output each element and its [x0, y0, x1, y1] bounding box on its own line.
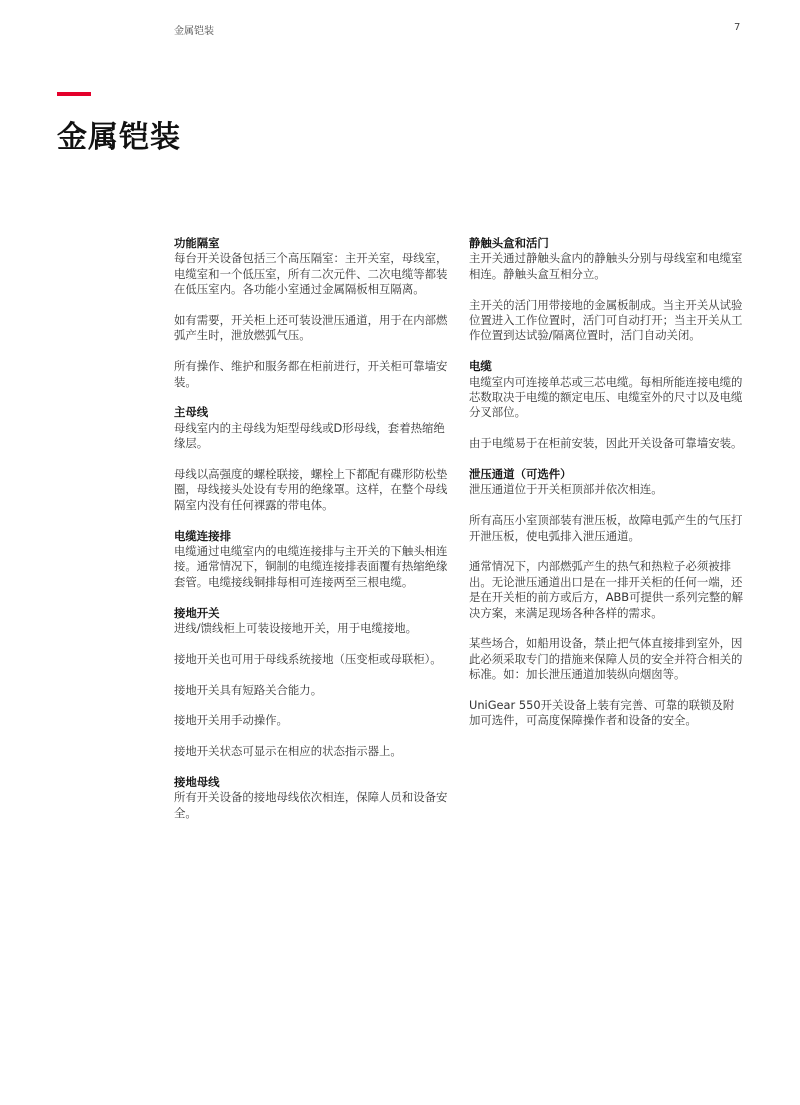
section-heading: 电缆连接排 — [174, 528, 231, 543]
paragraph: 所有开关设备的接地母线依次相连，保障人员和设备安全。 — [174, 790, 448, 820]
section-heading: 静触头盒和活门 — [469, 236, 549, 250]
left-column — [174, 236, 450, 837]
paragraph: 主开关通过静触头盒内的静触头分别与母线室和电缆室相连。静触头盒互相分立。 — [469, 251, 743, 281]
section-earthing-switch — [174, 606, 450, 760]
paragraph: 所有操作、维护和服务都在柜前进行，开关柜可靠墙安装。 — [174, 359, 448, 389]
paragraph: 主开关的活门用带接地的金属板制成。当主开关从试验位置进入工作位置时，活门可自动打开；当主开关从工作位置到达试验/隔离位置时，活门自动关闭。 — [469, 297, 743, 343]
section-main-busbar — [174, 405, 450, 513]
paragraph: 由于电缆易于在柜前安装，因此开关设备可靠墙安装。 — [469, 436, 743, 451]
section-heading: 主母线 — [174, 405, 209, 420]
paragraph: 接地开关用手动操作。 — [174, 713, 288, 728]
section-cables — [469, 359, 745, 451]
paragraph: 电缆通过电缆室内的电缆连接排与主开关的下触头相连接。通常情况下，铜制的电缆连接排表面覆有热缩绝缘套管。电缆接线铜排每相可连接两至三根电缆。 — [174, 544, 448, 589]
section-heading: 电缆 — [469, 359, 492, 374]
section-earthing-busbar — [174, 775, 450, 821]
paragraph: 电缆室内可连接单芯或三芯电缆。每相所能连接电缆的芯数取决于电缆的额定电压、电缆室外的尺寸以及电缆分叉部位。 — [469, 374, 743, 420]
paragraph: 如有需要，开关柜上还可装设泄压通道，用于在内部燃弧产生时，泄放燃弧气压。 — [174, 313, 448, 343]
paragraph: 接地开关也可用于母线系统接地（压变柜或母联柜）。 — [174, 651, 442, 666]
paragraph: 母线室内的主母线为矩型母线或D形母线，套着热缩绝缘层。 — [174, 420, 445, 451]
paragraph: 母线以高强度的螺栓联接，螺栓上下都配有碟形防松垫圈，母线接头处设有专用的绝缘罩。这样，在整个母线隔室内没有任何裸露的带电体。 — [174, 467, 448, 512]
page-title: 金属铠装 — [57, 120, 181, 155]
paragraph: 泄压通道位于开关柜顶部并依次相连。 — [469, 482, 663, 497]
paragraph: 每台开关设备包括三个高压隔室：主开关室，母线室，电缆室和一个低压室，所有二次元件、二次电缆等都装在低压室内。各功能小室通过金属隔板相互隔离。 — [174, 251, 448, 297]
running-header: 金属铠装 — [174, 26, 214, 37]
section-heading: 泄压通道（可选件） — [469, 467, 572, 482]
paragraph: 接地开关状态可显示在相应的状态指示器上。 — [174, 744, 402, 759]
paragraph: 某些场合，如船用设备，禁止把气体直接排到室外，因此必须采取专门的措施来保障人员的安全并符合相关的标准。如：加长泄压通道加装纵向烟囱等。 — [469, 636, 743, 682]
paragraph: UniGear 550开关设备上装有完善、可靠的联锁及附加可选件，可高度保障操作者和设备的安全。 — [469, 698, 735, 728]
paragraph: 进线/馈线柜上可装设接地开关，用于电缆接地。 — [174, 621, 418, 636]
section-heading: 接地母线 — [174, 775, 220, 790]
section-functional-compartments — [174, 236, 450, 390]
paragraph: 接地开关具有短路关合能力。 — [174, 682, 323, 697]
page-number: 7 — [734, 22, 741, 33]
accent-bar — [57, 92, 91, 96]
right-column — [469, 236, 745, 744]
section-contact-boxes-shutters — [469, 236, 745, 344]
section-pressure-relief-duct — [469, 467, 745, 729]
section-heading: 功能隔室 — [174, 236, 220, 250]
section-heading: 接地开关 — [174, 605, 220, 620]
paragraph: 通常情况下，内部燃弧产生的热气和热粒子必须被排出。无论泄压通道出口是在一排开关柜的任何一端，还是在开关柜的前方或后方，ABB可提供一系列完整的解决方案，来满足现场各种各样的需求。 — [469, 559, 744, 620]
paragraph: 所有高压小室顶部装有泄压板，故障电弧产生的气压打开泄压板，使电弧排入泄压通道。 — [469, 513, 743, 543]
section-cable-connection — [174, 529, 450, 591]
